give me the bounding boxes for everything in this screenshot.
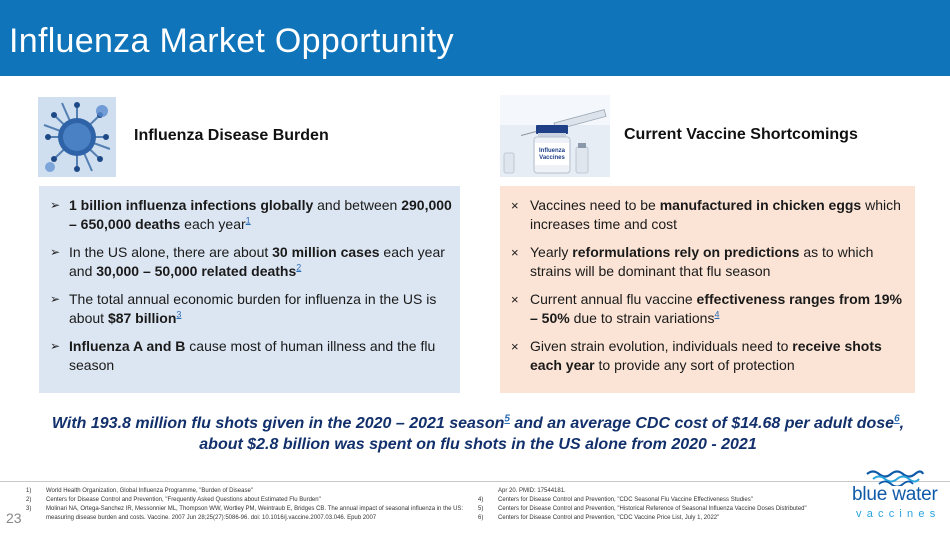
body-text: and an average CDC cost of $14.68 per adult dose	[509, 415, 895, 432]
company-logo-subtitle: vaccines	[856, 508, 941, 520]
body-text: to provide any sort of protection	[594, 357, 795, 373]
footnotes-right	[478, 487, 838, 523]
bullet-item	[50, 243, 452, 281]
body-text: , about $2.8 billion was spent on flu shots in the US alone from 2020 - 2021	[199, 415, 905, 453]
footnote-number: 4)	[478, 497, 484, 503]
bullet-item	[508, 196, 907, 234]
body-text: Given strain evolution, individuals need to	[530, 338, 793, 354]
reference-link[interactable]: 2	[296, 262, 302, 273]
footnote-number: 1)	[26, 488, 32, 494]
body-text: and between	[313, 197, 402, 213]
footnote-item	[26, 505, 472, 523]
footnote-number: 6)	[478, 515, 484, 521]
vaccine-vial-icon	[500, 95, 610, 177]
footnote-item	[478, 496, 838, 505]
footnote-number: 3)	[26, 506, 32, 512]
footnote-item	[478, 514, 838, 523]
reference-link[interactable]: 6	[894, 413, 900, 425]
virus-illustration-icon	[38, 97, 116, 177]
bullet-text	[530, 243, 907, 281]
footnote-number	[478, 487, 498, 496]
emphasis-text: 30,000 – 50,000 related deaths	[96, 263, 297, 279]
bullet-text	[530, 290, 907, 328]
bullet-item	[50, 290, 452, 328]
bullet-item	[508, 243, 907, 281]
page-title: Influenza Market Opportunity	[9, 22, 454, 60]
cross-bullet-icon: ×	[511, 339, 519, 354]
emphasis-text: 1 billion influenza infections globally	[69, 197, 314, 213]
footnote-text: Molinari NA, Ortega-Sanchez IR, Messonnier ML, Thompson WW, Wortley PM, Weintraub E, Bridges CB. The annual impact of seasonal influenza in the US: measuring disease burden and costs. Vaccine. 2007 Jun 28;25(27):5086-96. doi: 10.1016/j.vaccine.2007.03.046. Epub 2007	[46, 506, 464, 521]
reference-link[interactable]: 4	[714, 309, 720, 320]
arrow-bullet-icon: ➢	[50, 292, 61, 306]
bullet-item	[50, 337, 452, 375]
emphasis-text: manufactured in chicken eggs	[659, 197, 862, 213]
body-text: Vaccines need to be	[530, 197, 660, 213]
bullet-text	[530, 337, 907, 375]
title-bar	[0, 0, 950, 76]
emphasis-text: receive shots each year	[530, 338, 882, 373]
footnote-number: 2)	[26, 497, 32, 503]
arrow-bullet-icon: ➢	[50, 245, 61, 259]
vaccine-shortcomings-panel	[500, 186, 915, 393]
bullet-text	[69, 196, 452, 234]
disease-burden-heading: Influenza Disease Burden	[134, 127, 329, 144]
cross-bullet-icon: ×	[511, 292, 519, 307]
emphasis-text: effectiveness ranges from 19% – 50%	[530, 291, 902, 326]
footnote-text: World Health Organization, Global Influenza Programme, "Burden of Disease"	[46, 488, 253, 494]
reference-link[interactable]: 1	[245, 215, 251, 226]
emphasis-text: 30 million cases	[272, 244, 380, 260]
body-text: which increases time and cost	[530, 197, 901, 232]
footnote-text: Centers for Disease Control and Prevention, "CDC Vaccine Price List, July 1, 2022"	[498, 515, 720, 521]
footnote-text: Centers for Disease Control and Prevention, "CDC Seasonal Flu Vaccine Effectiveness Studies"	[498, 497, 753, 503]
arrow-bullet-icon: ➢	[50, 339, 61, 353]
bullet-item	[50, 196, 452, 234]
footnotes-left	[26, 487, 472, 523]
emphasis-text: 290,000 – 650,000 deaths	[69, 197, 452, 232]
body-text: cause most of human illness and the flu season	[69, 338, 436, 373]
reference-link[interactable]: 3	[176, 309, 182, 320]
footnote-text: Apr 20. PMID: 17544181.	[498, 488, 566, 494]
footnote-item	[26, 496, 472, 505]
body-text: each year and	[69, 244, 445, 279]
footnote-number: 5)	[478, 506, 484, 512]
disease-burden-panel	[39, 186, 460, 393]
body-text: each year	[180, 216, 246, 232]
bullet-text	[530, 196, 907, 234]
svg-text:Influenza: Influenza	[538, 148, 566, 154]
svg-text:Vaccines: Vaccines	[539, 155, 565, 161]
arrow-bullet-icon: ➢	[50, 198, 61, 212]
footnote-item	[26, 487, 472, 496]
cross-bullet-icon: ×	[511, 245, 519, 260]
body-text: The total annual economic burden for influenza in the US is about	[69, 291, 437, 326]
body-text: as to which strains will be dominant that flu season	[530, 244, 874, 279]
footer-divider	[0, 481, 950, 482]
body-text: With 193.8 million flu shots given in the 2020 – 2021 season	[51, 415, 505, 432]
page-number: 23	[6, 510, 22, 526]
bullet-text	[69, 290, 452, 328]
emphasis-text: $87 billion	[107, 310, 177, 326]
cross-bullet-icon: ×	[511, 198, 519, 213]
footnote-text: Centers for Disease Control and Prevention, "Historical Reference of Seasonal Influenza Vaccine Doses Distributed"	[498, 506, 807, 512]
vaccine-shortcomings-heading: Current Vaccine Shortcomings	[624, 126, 858, 143]
bullet-item	[508, 337, 907, 375]
body-text: In the US alone, there are about	[69, 244, 273, 260]
reference-link[interactable]: 5	[504, 413, 510, 425]
emphasis-text: Influenza A and B	[69, 338, 186, 354]
bullet-item	[508, 290, 907, 328]
footnote-item	[478, 505, 838, 514]
company-logo-name: blue water	[852, 484, 938, 505]
body-text: Current annual flu vaccine	[530, 291, 697, 307]
footnote-text: Centers for Disease Control and Prevention, "Frequently Asked Questions about Estimated Flu Burden"	[46, 497, 321, 503]
body-text: Yearly	[530, 244, 573, 260]
emphasis-text: reformulations rely on predictions	[572, 244, 800, 260]
body-text: due to strain variations	[569, 310, 715, 326]
summary-statement	[40, 413, 916, 455]
bullet-text	[69, 243, 452, 281]
footnote-item	[478, 487, 838, 496]
bullet-text	[69, 337, 452, 375]
